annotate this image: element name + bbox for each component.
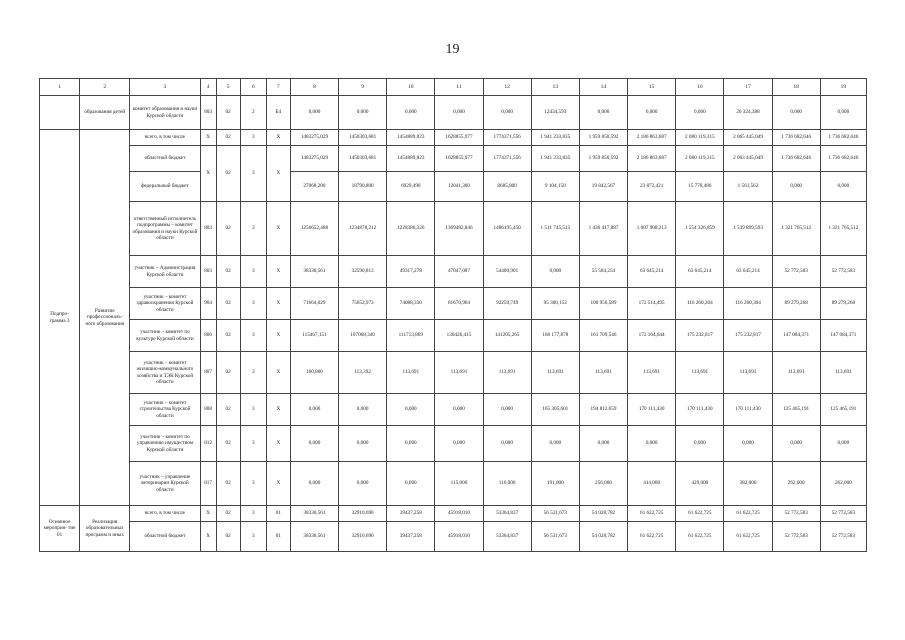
value-cell: 89 279,268 bbox=[772, 288, 820, 320]
value-cell: 0,000 bbox=[579, 426, 627, 462]
value-cell: 45918,010 bbox=[435, 522, 483, 552]
value-cell: 0,000 bbox=[339, 462, 387, 506]
value-cell: 107068,340 bbox=[339, 320, 387, 352]
program-number-cell bbox=[40, 96, 80, 130]
value-cell: 18790,800 bbox=[339, 172, 387, 202]
value-cell: 1228386,326 bbox=[387, 202, 435, 256]
value-cell: 1628855,977 bbox=[435, 130, 483, 146]
value-cell: 175 232,817 bbox=[676, 320, 724, 352]
value-cell: 0,000 bbox=[483, 96, 531, 130]
value-cell: 1256652,488 bbox=[290, 202, 338, 256]
value-cell: 92259,749 bbox=[483, 288, 531, 320]
code-cell: 3 bbox=[240, 462, 266, 506]
value-cell: 191,000 bbox=[531, 462, 579, 506]
executor-cell: участник – комитет здравоохранения Курской области bbox=[130, 288, 200, 320]
header-cell: 10 bbox=[387, 79, 435, 96]
value-cell: 113,691 bbox=[483, 352, 531, 394]
value-cell: 1483275,029 bbox=[290, 130, 338, 146]
value-cell: 0,000 bbox=[676, 96, 724, 130]
executor-cell: участник – комитет строительства Курской области bbox=[130, 394, 200, 426]
value-cell: 52 772,583 bbox=[772, 522, 820, 552]
value-cell: 1 539 899,593 bbox=[724, 202, 772, 256]
code-cell: Х bbox=[266, 288, 290, 320]
value-cell: 81670,964 bbox=[435, 288, 483, 320]
header-cell: 19 bbox=[820, 79, 866, 96]
code-cell: 02 bbox=[216, 522, 240, 552]
value-cell: 170 111,430 bbox=[676, 394, 724, 426]
value-cell: 1 941 233,835 bbox=[531, 130, 579, 146]
code-cell: 3 bbox=[240, 506, 266, 522]
value-cell: 38330,561 bbox=[290, 506, 338, 522]
value-cell: 56 531,673 bbox=[531, 506, 579, 522]
value-cell: 1454889,823 bbox=[387, 130, 435, 146]
value-cell: 20 324,388 bbox=[724, 96, 772, 130]
value-cell: 0,000 bbox=[483, 394, 531, 426]
value-cell: 0,000 bbox=[435, 394, 483, 426]
value-cell: 0,000 bbox=[772, 426, 820, 462]
value-cell: 1 736 682,646 bbox=[820, 130, 866, 146]
value-cell: 262,000 bbox=[820, 462, 866, 506]
table-row bbox=[40, 130, 867, 146]
table-row bbox=[40, 522, 867, 552]
code-cell: Х bbox=[266, 352, 290, 394]
code-cell: Х bbox=[266, 202, 290, 256]
header-cell: 3 bbox=[130, 79, 200, 96]
code-cell: 803 bbox=[200, 96, 216, 130]
code-cell: 02 bbox=[216, 506, 240, 522]
code-cell: Х bbox=[200, 130, 216, 146]
value-cell: 89 279,268 bbox=[820, 288, 866, 320]
header-cell: 8 bbox=[290, 79, 338, 96]
code-cell: 817 bbox=[200, 462, 216, 506]
executor-cell: областной бюджет bbox=[130, 146, 200, 172]
value-cell: 0,000 bbox=[531, 256, 579, 288]
value-cell: 56 531,673 bbox=[531, 522, 579, 552]
value-cell: 141205,265 bbox=[483, 320, 531, 352]
value-cell: 113,691 bbox=[628, 352, 676, 394]
header-cell: 9 bbox=[339, 79, 387, 96]
value-cell: 113,691 bbox=[435, 352, 483, 394]
value-cell: 1486195,450 bbox=[483, 202, 531, 256]
value-cell: 0,000 bbox=[820, 96, 866, 130]
value-cell: 0,000 bbox=[290, 462, 338, 506]
value-cell: 170 111,430 bbox=[724, 394, 772, 426]
value-cell: 1 736 682,646 bbox=[820, 146, 866, 172]
value-cell: 0,000 bbox=[290, 426, 338, 462]
executor-cell: комитет образования и науки Курской области bbox=[130, 96, 200, 130]
code-cell: Х bbox=[266, 130, 290, 146]
program-number-cell: Основное мероприя- тие 01 bbox=[40, 506, 80, 552]
value-cell: 0,000 bbox=[387, 394, 435, 426]
value-cell: 113,392 bbox=[339, 352, 387, 394]
program-name-cell: Развитие профессиональ- ного образования bbox=[80, 130, 130, 506]
code-cell: 803 bbox=[200, 202, 216, 256]
value-cell: 262,000 bbox=[772, 462, 820, 506]
value-cell: 113,691 bbox=[820, 352, 866, 394]
value-cell: 1 736 682,646 bbox=[772, 130, 820, 146]
code-cell: 01 bbox=[266, 522, 290, 552]
value-cell: 113,691 bbox=[579, 352, 627, 394]
value-cell: 2 080 119,315 bbox=[676, 146, 724, 172]
value-cell: 1 561,562 bbox=[724, 172, 772, 202]
value-cell: 0,000 bbox=[387, 96, 435, 130]
value-cell: 0,000 bbox=[339, 96, 387, 130]
code-cell: 02 bbox=[216, 320, 240, 352]
code-cell: Х bbox=[266, 462, 290, 506]
value-cell: 1774371,556 bbox=[483, 130, 531, 146]
code-cell: 807 bbox=[200, 352, 216, 394]
value-cell: 125 465,191 bbox=[772, 394, 820, 426]
value-cell: 1 736 682,646 bbox=[772, 146, 820, 172]
code-cell: 02 bbox=[216, 256, 240, 288]
executor-cell: участник – Администрация Курской области bbox=[130, 256, 200, 288]
value-cell: 1 959 850,592 bbox=[579, 130, 627, 146]
value-cell: 1 321 765,512 bbox=[820, 202, 866, 256]
header-cell: 12 bbox=[483, 79, 531, 96]
value-cell: 63 645,214 bbox=[628, 256, 676, 288]
value-cell: 0,000 bbox=[579, 96, 627, 130]
value-cell: 111713,869 bbox=[387, 320, 435, 352]
value-cell: 116 260,304 bbox=[724, 288, 772, 320]
code-cell: 3 bbox=[240, 320, 266, 352]
value-cell: 52 772,583 bbox=[820, 522, 866, 552]
value-cell: 172 164,644 bbox=[628, 320, 676, 352]
value-cell: 0,000 bbox=[820, 426, 866, 462]
value-cell: 0,000 bbox=[387, 462, 435, 506]
value-cell: 130426,415 bbox=[435, 320, 483, 352]
value-cell: 2 186 863,687 bbox=[628, 130, 676, 146]
page-number: 19 bbox=[445, 42, 460, 57]
value-cell: 115,000 bbox=[435, 462, 483, 506]
value-cell: 1454889,823 bbox=[387, 146, 435, 172]
value-cell: 19 842,567 bbox=[579, 172, 627, 202]
table-row bbox=[40, 96, 867, 130]
table-row bbox=[40, 462, 867, 506]
value-cell: 161 709,546 bbox=[579, 320, 627, 352]
code-cell: 02 bbox=[216, 462, 240, 506]
value-cell: 12041,300 bbox=[435, 172, 483, 202]
value-cell: 113,691 bbox=[531, 352, 579, 394]
header-cell: 14 bbox=[579, 79, 627, 96]
code-cell: 02 bbox=[216, 426, 240, 462]
value-cell: 54 028,782 bbox=[579, 522, 627, 552]
value-cell: 116,000 bbox=[483, 462, 531, 506]
value-cell: 2 186 863,687 bbox=[628, 146, 676, 172]
value-cell: 0,000 bbox=[628, 96, 676, 130]
value-cell: 168 177,878 bbox=[531, 320, 579, 352]
code-cell: 02 bbox=[216, 96, 240, 130]
value-cell: 1483275,029 bbox=[290, 146, 338, 172]
code-cell: Х bbox=[200, 506, 216, 522]
budget-table bbox=[39, 78, 867, 552]
code-cell: 3 bbox=[240, 288, 266, 320]
table-row bbox=[40, 172, 867, 202]
value-cell: 61 622,725 bbox=[676, 522, 724, 552]
value-cell: 175 232,817 bbox=[724, 320, 772, 352]
code-cell: 3 bbox=[240, 146, 266, 202]
code-cell: Х bbox=[200, 522, 216, 552]
value-cell: 39437,258 bbox=[387, 506, 435, 522]
value-cell: 100 956,589 bbox=[579, 288, 627, 320]
value-cell: 63 645,214 bbox=[676, 256, 724, 288]
value-cell: 414,000 bbox=[628, 462, 676, 506]
value-cell: 0,000 bbox=[483, 426, 531, 462]
code-cell: 3 bbox=[240, 426, 266, 462]
value-cell: 0,000 bbox=[772, 96, 820, 130]
code-cell: 3 bbox=[240, 352, 266, 394]
header-cell: 5 bbox=[216, 79, 240, 96]
code-cell: 3 bbox=[240, 202, 266, 256]
header-cell: 16 bbox=[676, 79, 724, 96]
value-cell: 15 778,486 bbox=[676, 172, 724, 202]
value-cell: 27068,200 bbox=[290, 172, 338, 202]
program-name-cell: образования детей bbox=[80, 96, 130, 130]
value-cell: 9 104,150 bbox=[531, 172, 579, 202]
value-cell: 0,000 bbox=[531, 426, 579, 462]
value-cell: 382,000 bbox=[724, 462, 772, 506]
value-cell: 0,000 bbox=[676, 426, 724, 462]
code-cell: Б4 bbox=[266, 96, 290, 130]
code-cell: 3 bbox=[240, 522, 266, 552]
value-cell: 32910,690 bbox=[339, 522, 387, 552]
executor-cell: областной бюджет bbox=[130, 522, 200, 552]
value-cell: 0,000 bbox=[339, 394, 387, 426]
program-number-cell: Подпро- грамма 3 bbox=[40, 130, 80, 506]
code-cell: 3 bbox=[240, 130, 266, 146]
executor-cell: всего, в том числе bbox=[130, 506, 200, 522]
value-cell: 1 321 765,512 bbox=[772, 202, 820, 256]
header-cell: 2 bbox=[80, 79, 130, 96]
code-cell: 806 bbox=[200, 320, 216, 352]
value-cell: 95 300,152 bbox=[531, 288, 579, 320]
code-cell: 01 bbox=[266, 506, 290, 522]
value-cell: 1 959 850,592 bbox=[579, 146, 627, 172]
code-cell: Х bbox=[266, 320, 290, 352]
value-cell: 1 554 326,859 bbox=[676, 202, 724, 256]
code-cell: 02 bbox=[216, 394, 240, 426]
value-cell: 1 607 908,213 bbox=[628, 202, 676, 256]
value-cell: 0,000 bbox=[290, 394, 338, 426]
header-cell: 18 bbox=[772, 79, 820, 96]
value-cell: 160,800 bbox=[290, 352, 338, 394]
value-cell: 113,691 bbox=[387, 352, 435, 394]
value-cell: 1774371,556 bbox=[483, 146, 531, 172]
code-cell: 02 bbox=[216, 130, 240, 146]
value-cell: 53364,837 bbox=[483, 506, 531, 522]
value-cell: 32910,690 bbox=[339, 506, 387, 522]
value-cell: 2 065 445,049 bbox=[724, 130, 772, 146]
value-cell: 0,000 bbox=[820, 172, 866, 202]
value-cell: 61 622,725 bbox=[724, 522, 772, 552]
table-row bbox=[40, 426, 867, 462]
value-cell: 256,000 bbox=[579, 462, 627, 506]
value-cell: 0,000 bbox=[435, 426, 483, 462]
header-cell: 11 bbox=[435, 79, 483, 96]
value-cell: 47047,087 bbox=[435, 256, 483, 288]
value-cell: 0,000 bbox=[628, 426, 676, 462]
value-cell: 429,000 bbox=[676, 462, 724, 506]
code-cell: Х bbox=[200, 146, 216, 202]
value-cell: 147 084,371 bbox=[772, 320, 820, 352]
code-cell: 812 bbox=[200, 426, 216, 462]
code-cell: 02 bbox=[216, 288, 240, 320]
value-cell: 38330,561 bbox=[290, 256, 338, 288]
value-cell: 54400,901 bbox=[483, 256, 531, 288]
code-cell: 02 bbox=[216, 202, 240, 256]
value-cell: 0,000 bbox=[435, 96, 483, 130]
header-cell: 13 bbox=[531, 79, 579, 96]
table-row bbox=[40, 146, 867, 172]
table-row bbox=[40, 256, 867, 288]
table-row bbox=[40, 394, 867, 426]
table-row bbox=[40, 202, 867, 256]
executor-cell: ответственный исполнитель подпрограммы – комитет образования и науки Курской области bbox=[130, 202, 200, 256]
value-cell: 113,691 bbox=[724, 352, 772, 394]
value-cell: 61 622,725 bbox=[724, 506, 772, 522]
value-cell: 53364,837 bbox=[483, 522, 531, 552]
value-cell: 0,000 bbox=[387, 426, 435, 462]
code-cell: 904 bbox=[200, 288, 216, 320]
value-cell: 55 584,254 bbox=[579, 256, 627, 288]
code-cell: Х bbox=[266, 394, 290, 426]
value-cell: 61 622,725 bbox=[676, 506, 724, 522]
code-cell: 803 bbox=[200, 256, 216, 288]
value-cell: 172 514,495 bbox=[628, 288, 676, 320]
value-cell: 194 812,659 bbox=[579, 394, 627, 426]
header-cell: 4 bbox=[200, 79, 216, 96]
table-row bbox=[40, 288, 867, 320]
value-cell: 1 436 417,887 bbox=[579, 202, 627, 256]
code-cell: Х bbox=[266, 146, 290, 202]
executor-cell: участник – управление ветеринарии Курской области bbox=[130, 462, 200, 506]
value-cell: 115467,151 bbox=[290, 320, 338, 352]
value-cell: 1369482,846 bbox=[435, 202, 483, 256]
program-name-cell: Реализация образовательных программ и иных bbox=[80, 506, 130, 552]
table-row bbox=[40, 506, 867, 522]
value-cell: 1450303,681 bbox=[339, 146, 387, 172]
value-cell: 39437,258 bbox=[387, 522, 435, 552]
header-cell: 1 bbox=[40, 79, 80, 96]
value-cell: 6929,490 bbox=[387, 172, 435, 202]
value-cell: 113,691 bbox=[676, 352, 724, 394]
header-row bbox=[40, 79, 867, 96]
executor-cell: участник – комитет жилищно-коммунального хозяйства и ТЭК Курской области bbox=[130, 352, 200, 394]
code-cell: 02 bbox=[216, 352, 240, 394]
executor-cell: всего, в том числе bbox=[130, 130, 200, 146]
value-cell: 52 772,583 bbox=[820, 506, 866, 522]
value-cell: 170 111,430 bbox=[628, 394, 676, 426]
value-cell: 52 772,583 bbox=[772, 506, 820, 522]
value-cell: 63 645,214 bbox=[724, 256, 772, 288]
code-cell: 3 bbox=[240, 394, 266, 426]
executor-cell: федеральный бюджет bbox=[130, 172, 200, 202]
value-cell: 125 465,191 bbox=[820, 394, 866, 426]
executor-cell: участник – комитет по культуре Курской области bbox=[130, 320, 200, 352]
value-cell: 61 622,725 bbox=[628, 506, 676, 522]
code-cell: 808 bbox=[200, 394, 216, 426]
code-cell: 2 bbox=[240, 96, 266, 130]
value-cell: 71664,029 bbox=[290, 288, 338, 320]
value-cell: 49317,278 bbox=[387, 256, 435, 288]
value-cell: 38330,561 bbox=[290, 522, 338, 552]
value-cell: 75652,973 bbox=[339, 288, 387, 320]
value-cell: 74088,330 bbox=[387, 288, 435, 320]
value-cell: 2 063 445,049 bbox=[724, 146, 772, 172]
value-cell: 8685,800 bbox=[483, 172, 531, 202]
header-cell: 7 bbox=[266, 79, 290, 96]
value-cell: 147 084,371 bbox=[820, 320, 866, 352]
value-cell: 0,000 bbox=[772, 172, 820, 202]
value-cell: 23 872,421 bbox=[628, 172, 676, 202]
executor-cell: участник – комитет по управлению имуществом Курской области bbox=[130, 426, 200, 462]
value-cell: 52 772,583 bbox=[772, 256, 820, 288]
header-cell: 15 bbox=[628, 79, 676, 96]
value-cell: 32590,813 bbox=[339, 256, 387, 288]
value-cell: 0,000 bbox=[290, 96, 338, 130]
value-cell: 61 622,725 bbox=[628, 522, 676, 552]
header-cell: 6 bbox=[240, 79, 266, 96]
code-cell: 3 bbox=[240, 256, 266, 288]
value-cell: 165 305,601 bbox=[531, 394, 579, 426]
value-cell: 2 080 119,315 bbox=[676, 130, 724, 146]
code-cell: Х bbox=[266, 426, 290, 462]
value-cell: 116 260,304 bbox=[676, 288, 724, 320]
value-cell: 12434,593 bbox=[531, 96, 579, 130]
table-row bbox=[40, 320, 867, 352]
value-cell: 0,000 bbox=[339, 426, 387, 462]
value-cell: 1 941 233,835 bbox=[531, 146, 579, 172]
value-cell: 113,691 bbox=[772, 352, 820, 394]
value-cell: 1 511 745,513 bbox=[531, 202, 579, 256]
value-cell: 52 772,583 bbox=[820, 256, 866, 288]
value-cell: 0,000 bbox=[724, 426, 772, 462]
code-cell: 02 bbox=[216, 146, 240, 202]
header-cell: 17 bbox=[724, 79, 772, 96]
value-cell: 1450303,681 bbox=[339, 130, 387, 146]
code-cell: Х bbox=[266, 256, 290, 288]
value-cell: 1234878,212 bbox=[339, 202, 387, 256]
value-cell: 54 028,782 bbox=[579, 506, 627, 522]
value-cell: 45918,010 bbox=[435, 506, 483, 522]
table-row bbox=[40, 352, 867, 394]
value-cell: 1628855,977 bbox=[435, 146, 483, 172]
